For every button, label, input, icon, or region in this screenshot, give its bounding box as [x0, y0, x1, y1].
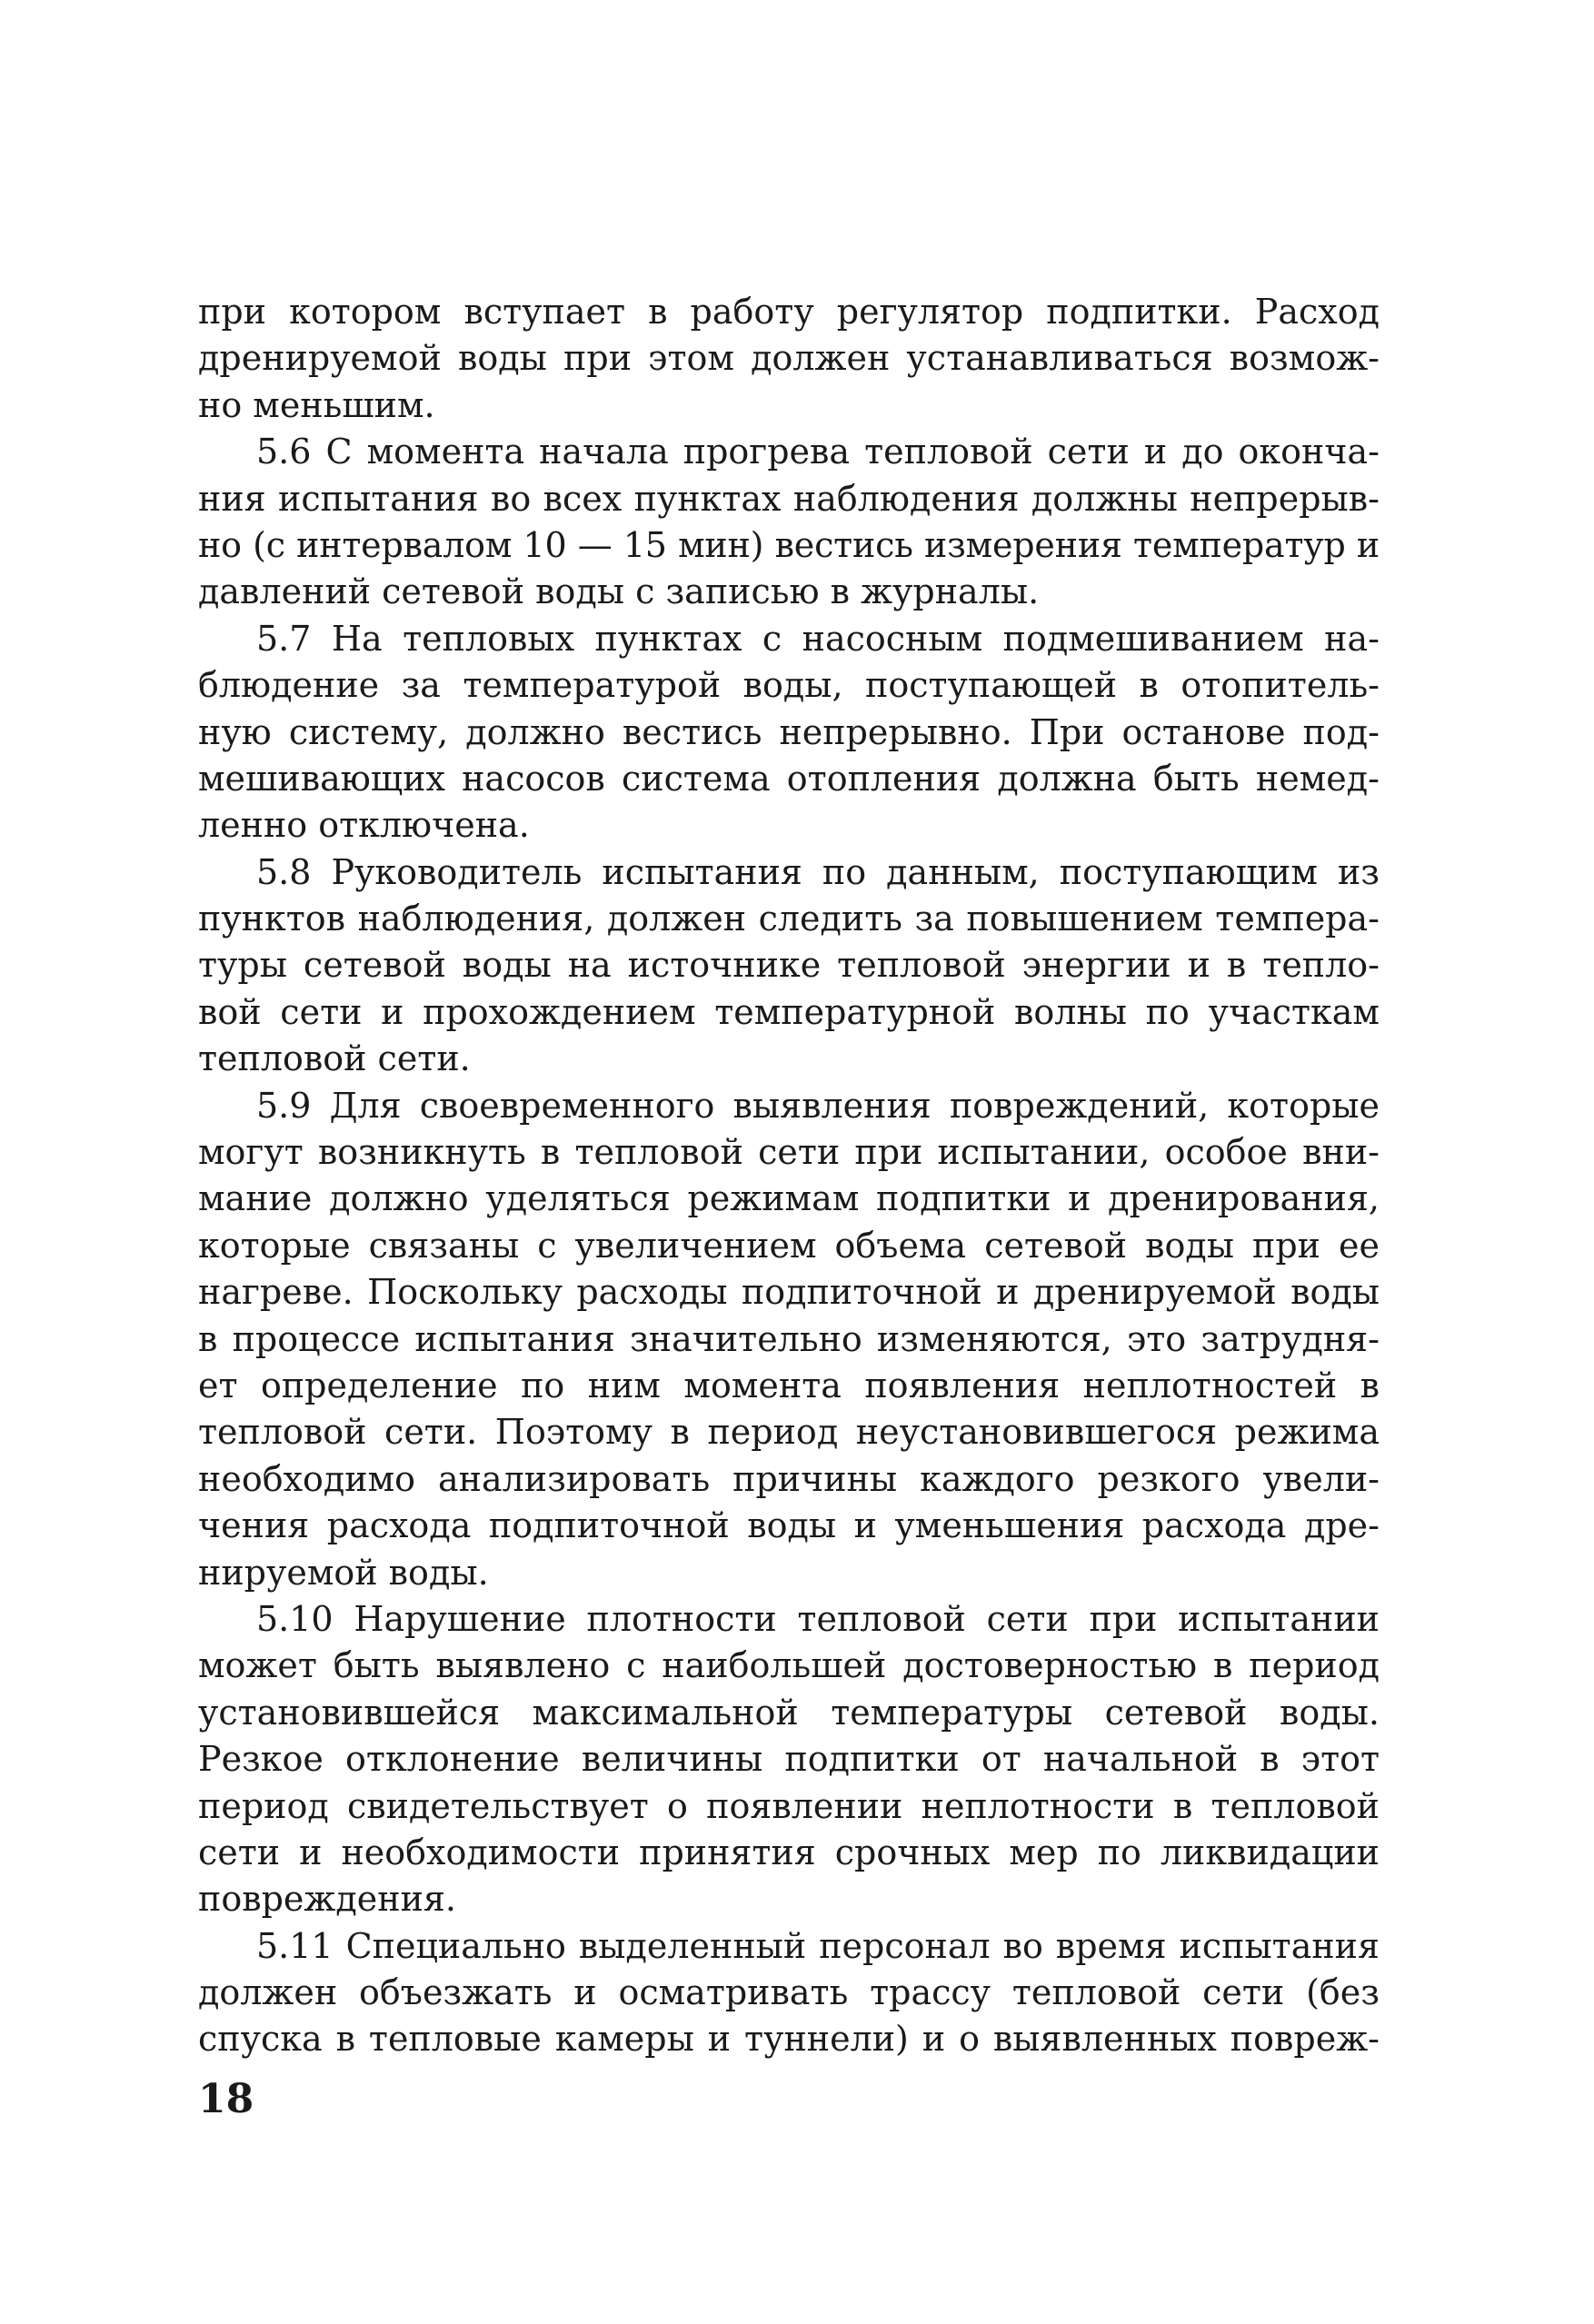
text-line: Резкое отклонение величины подпитки от начальной в этот [198, 1739, 1380, 1780]
text-line: 5.6 С момента начала прогрева тепловой сети и до оконча- [256, 432, 1380, 472]
text-line: ную систему, должно вестись непрерывно. При останове под- [198, 711, 1380, 752]
text-line: давлений сетевой воды с записью в журналы. [198, 571, 1040, 612]
text-line: должен объезжать и осматривать трассу тепловой сети (без [198, 1972, 1380, 2013]
text-line: 5.9 Для своевременного выявления повреждений, которые [256, 1085, 1380, 1126]
paragraph [198, 849, 1380, 1083]
text-line: мание должно уделяться режимам подпитки и дренирования, [198, 1178, 1380, 1219]
text-line: могут возникнуть в тепловой сети при испытании, особое вни- [198, 1132, 1380, 1173]
text-line: необходимо анализировать причины каждого резкого увели- [198, 1458, 1380, 1499]
text-line: ленно отключена. [198, 805, 530, 846]
text-line: в процессе испытания значительно изменяются, это затрудня- [198, 1318, 1380, 1359]
text-line: 5.7 На тепловых пунктах с насосным подмешиванием на- [256, 618, 1380, 659]
text-line: повреждения. [198, 1879, 456, 1920]
text-line: нагреве. Поскольку расходы подпиточной и дренируемой воды [198, 1272, 1380, 1313]
page-number: 18 [198, 2076, 254, 2122]
text-line: ет определение по ним момента появления неплотностей в [198, 1365, 1380, 1405]
text-line: блюдение за температурой воды, поступающей в отопитель- [198, 665, 1380, 706]
paragraph [198, 1923, 1380, 2063]
paragraph [198, 289, 1380, 429]
text-line: нируемой воды. [198, 1552, 489, 1593]
text-line: дренируемой воды при этом должен устанавливаться возмож- [198, 338, 1380, 379]
text-line: тепловой сети. Поэтому в период неустановившегося режима [198, 1412, 1380, 1453]
text-line: может быть выявлено с наибольшей достоверностью в период [198, 1645, 1380, 1686]
paragraph [198, 429, 1380, 616]
text-line: но (с интервалом 10 — 15 мин) вестись измерения температур и [198, 524, 1380, 565]
text-line: вой сети и прохождением температурной волны по участкам [198, 991, 1380, 1032]
text-line: спуска в тепловые камеры и туннели) и о выявленных повреж- [198, 2019, 1380, 2060]
text-line: 5.8 Руководитель испытания по данным, поступающим из [256, 851, 1380, 892]
text-line: чения расхода подпиточной воды и уменьшения расхода дре- [198, 1505, 1380, 1546]
text-line: туры сетевой воды на источнике тепловой энергии и в тепло- [198, 945, 1380, 986]
paragraph [198, 1596, 1380, 1923]
text-line: период свидетельствует о появлении неплотности в тепловой [198, 1785, 1380, 1826]
text-line: тепловой сети. [198, 1038, 471, 1079]
text-line: пунктов наблюдения, должен следить за повышением темпера- [198, 899, 1380, 939]
text-line: мешивающих насосов система отопления должна быть немед- [198, 758, 1380, 799]
paragraph [198, 616, 1380, 849]
text-line: сети и необходимости принятия срочных мер по ликвидации [198, 1832, 1380, 1872]
text-line: установившейся максимальной температуры сетевой воды. [198, 1692, 1380, 1733]
body-text [198, 289, 1380, 2063]
text-line: но меньшим. [198, 384, 435, 425]
text-line: при котором вступает в работу регулятор подпитки. Расход [198, 292, 1380, 332]
text-line: ния испытания во всех пунктах наблюдения должны непрерыв- [198, 478, 1380, 519]
paragraph [198, 1083, 1380, 1596]
text-line: которые связаны с увеличением объема сетевой воды при ее [198, 1225, 1380, 1266]
text-line: 5.10 Нарушение плотности тепловой сети при испытании [256, 1598, 1380, 1639]
text-line: 5.11 Специально выделенный персонал во время испытания [256, 1925, 1380, 1966]
